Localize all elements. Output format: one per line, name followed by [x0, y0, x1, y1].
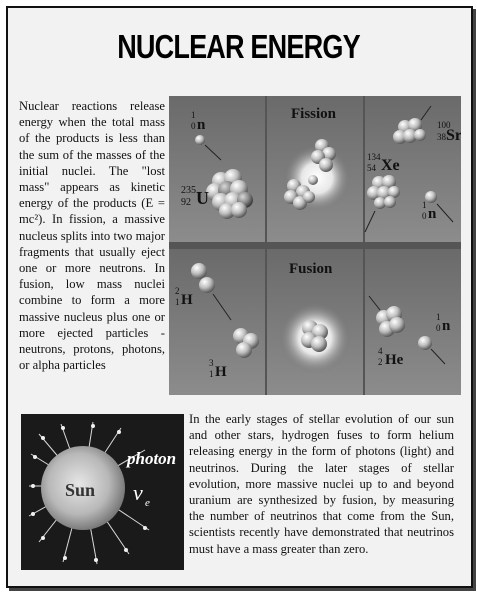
neutron-charge-label: 0: [191, 121, 196, 131]
neutron-symbol-label-2: n: [428, 206, 437, 222]
helium-mass-label: 4: [378, 346, 383, 356]
diagram-canvas: [169, 96, 461, 395]
intro-paragraph: Nuclear reactions release energy when the total mass of the products is less than the sum of the masses of the initial nuclei. The "lost mass" appears as kinetic energy of the products (E = mc²). In fission, a massive nucleus splits into two major fragments that usually eject one or more neutrons. In fusion, low mass nuclei combine to form a more massive nucleus plus one or more ejected particles - neutrons, protons, photons, or alpha particles: [19, 99, 165, 373]
xenon-mass-label: 134: [367, 152, 381, 162]
deuterium-mass-label: 2: [175, 286, 180, 296]
neutron-mass-label: 1: [191, 110, 196, 120]
panel-fragments: [365, 96, 461, 242]
tritium-mass-label: 3: [209, 358, 214, 368]
sun-illustration: [21, 414, 184, 570]
neutron-symbol-label-3: n: [442, 318, 451, 334]
helium-charge-label: 2: [378, 357, 383, 367]
neutrino-subscript: e: [145, 497, 150, 509]
panel-uranium: [169, 96, 265, 242]
neutron-particle: [195, 135, 205, 145]
tritium-symbol-label: H: [215, 364, 227, 380]
neutron-mass-label-3: 1: [436, 312, 441, 322]
helium-symbol-label: He: [385, 352, 404, 368]
ejected-neutron: [425, 191, 437, 203]
page-title: NUCLEAR ENERGY: [117, 28, 360, 65]
neutron-mass-label-2: 1: [422, 200, 427, 210]
strontium-mass-label: 100: [437, 120, 451, 130]
strontium-charge-label: 38: [437, 132, 446, 142]
fusion-neutron: [418, 336, 432, 350]
uranium-mass-label: 235: [181, 185, 196, 196]
neutron-charge-label-2: 0: [422, 211, 427, 221]
deuterium-charge-label: 1: [175, 297, 180, 307]
sun-label: Sun: [65, 480, 96, 500]
sun-canvas: [21, 414, 184, 570]
strontium-symbol-label: Sr: [446, 127, 461, 144]
stellar-paragraph: In the early stages of stellar evolution of our sun and other stars, hydrogen fuses to form helium releasing energy in the form of photons (light) and neutrinos. During the later stages of stellar evolution, more massive nuclei up to and beyond uranium are synthesized by fusion, by measuring the number of neutrinos that come from the Sun, scientists recently have demonstrated that neutrinos must have a mass greater than zero.: [189, 412, 454, 556]
neutron-charge-label-3: 0: [436, 323, 441, 333]
deuterium-symbol-label: H: [181, 292, 193, 308]
photon-label: photon: [127, 449, 177, 468]
uranium-symbol-label: U: [196, 188, 209, 208]
tritium-charge-label: 1: [209, 369, 214, 379]
uranium-charge-label: 92: [181, 197, 191, 208]
fission-fusion-diagram: [169, 96, 461, 395]
xenon-symbol-label: Xe: [381, 157, 400, 174]
neutrino-label: ν: [133, 480, 143, 505]
fission-label: Fission: [291, 106, 337, 122]
neutron-symbol-label: n: [197, 117, 206, 133]
xenon-charge-label: 54: [367, 163, 376, 173]
fusion-label: Fusion: [289, 261, 333, 277]
